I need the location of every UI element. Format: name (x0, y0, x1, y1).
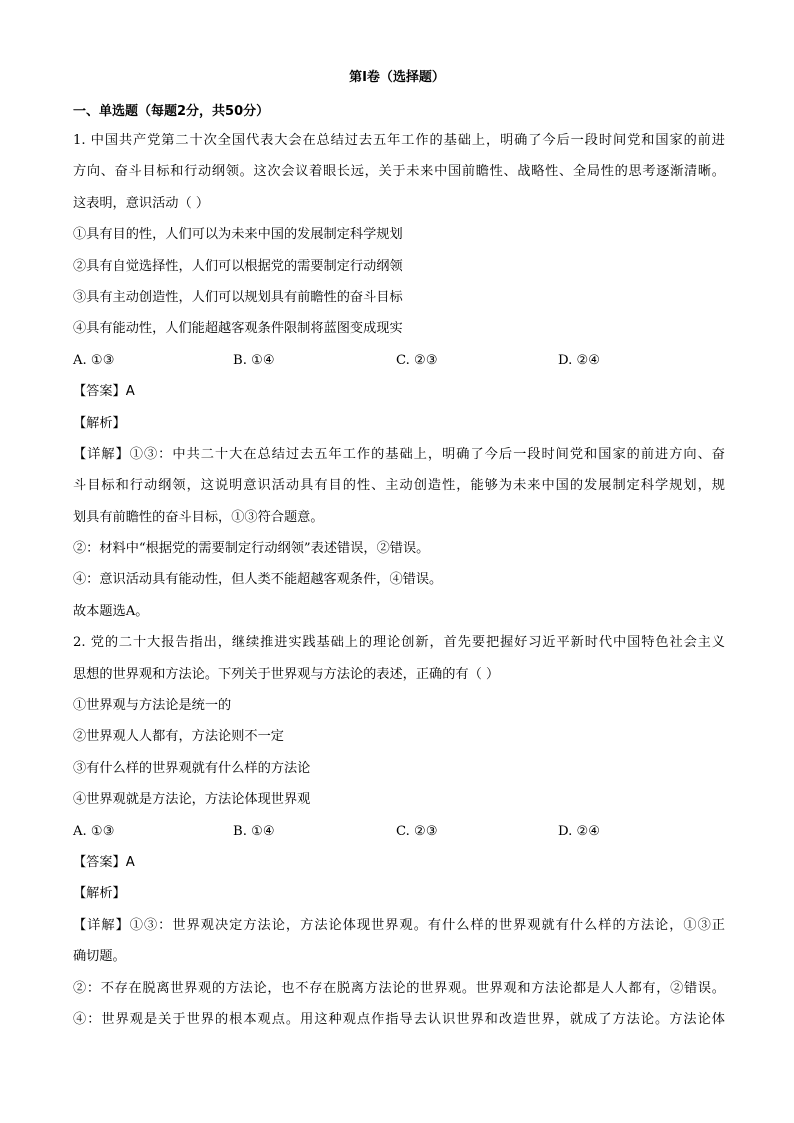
analysis-line: 确切题。 (73, 949, 126, 965)
analysis-line: 【详解】①③：世界观决定方法论，方法论体现世界观。有什么样的世界观就有什么样的方法论，①③正 (73, 917, 725, 933)
answer-options (73, 816, 725, 847)
analysis-line: 斗目标和行动纲领，这说明意识活动具有目的性、主动创造性，能够为未来中国的发展制定科学规划，规 (73, 478, 725, 494)
option-b: B. ①④ (233, 352, 275, 368)
statement-item: ④世界观就是方法论，方法论体现世界观 (73, 792, 311, 808)
option-d: D. ②④ (558, 352, 601, 368)
question-stem-line: 思想的世界观和方法论。下列关于世界观与方法论的表述，正确的有（ ） (73, 666, 500, 682)
analysis-line: ②：不存在脱离世界观的方法论，也不存在脱离方法论的世界观。世界观和方法论都是人人都有，②错误。 (73, 980, 725, 996)
analysis-label: 【解析】 (73, 415, 126, 431)
option-c: C. ②③ (396, 352, 438, 368)
question-content (73, 125, 725, 1035)
analysis-line: ④：意识活动具有能动性，但人类不能超越客观条件，④错误。 (73, 572, 443, 588)
question-stem-line: 2. 党的二十大报告指出，继续推进实践基础上的理论创新，首先要把握好习近平新时代中国特色社会主义 (73, 635, 725, 651)
option-a: A. ①③ (73, 823, 115, 839)
answer-label: 【答案】A (73, 384, 135, 400)
statement-item: ①具有目的性，人们可以为未来中国的发展制定科学规划 (73, 227, 403, 243)
answer-label: 【答案】A (73, 854, 135, 870)
statement-item: ①世界观与方法论是统一的 (73, 698, 232, 714)
option-c: C. ②③ (396, 823, 438, 839)
analysis-line: 【详解】①③：中共二十大在总结过去五年工作的基础上，明确了今后一段时间党和国家的前进方向、奋 (73, 446, 725, 462)
analysis-line: 划具有前瞻性的奋斗目标，①③符合题意。 (73, 509, 324, 525)
question-stem-line: 1. 中国共产党第二十次全国代表大会在总结过去五年工作的基础上，明确了今后一段时间党和国家的前进 (73, 133, 725, 148)
section-heading: 一、单选题（每题2分，共50分） (73, 104, 270, 119)
statement-item: ②世界观人人都有，方法论则不一定 (73, 729, 284, 745)
statement-item: ②具有自觉选择性，人们可以根据党的需要制定行动纲领 (73, 258, 403, 274)
answer-options (73, 345, 725, 376)
option-a: A. ①③ (73, 352, 115, 368)
question-stem-line: 这表明，意识活动（ ） (73, 195, 210, 211)
analysis-line: ④：世界观是关于世界的根本观点。用这种观点作指导去认识世界和改造世界，就成了方法论。方法论体 (73, 1011, 725, 1027)
question-stem-line: 方向、奋斗目标和行动纲领。这次会议着眼长远，关于未来中国前瞻性、战略性、全局性的思考逐渐清晰。 (73, 164, 725, 180)
page-title: 第Ⅰ卷（选择题） (349, 70, 445, 85)
statement-item: ④具有能动性，人们能超越客观条件限制将蓝图变成现实 (73, 321, 403, 337)
statement-item: ③有什么样的世界观就有什么样的方法论 (73, 760, 311, 776)
option-b: B. ①④ (233, 823, 275, 839)
question-2 (73, 627, 725, 1035)
analysis-label: 【解析】 (73, 886, 126, 902)
analysis-line: 故本题选A。 (73, 603, 149, 619)
analysis-line: ②：材料中“根据党的需要制定行动纲领”表述错误，②错误。 (73, 541, 430, 557)
option-d: D. ②④ (558, 823, 601, 839)
statement-item: ③具有主动创造性，人们可以规划具有前瞻性的奋斗目标 (73, 289, 403, 305)
question-1 (73, 125, 725, 627)
